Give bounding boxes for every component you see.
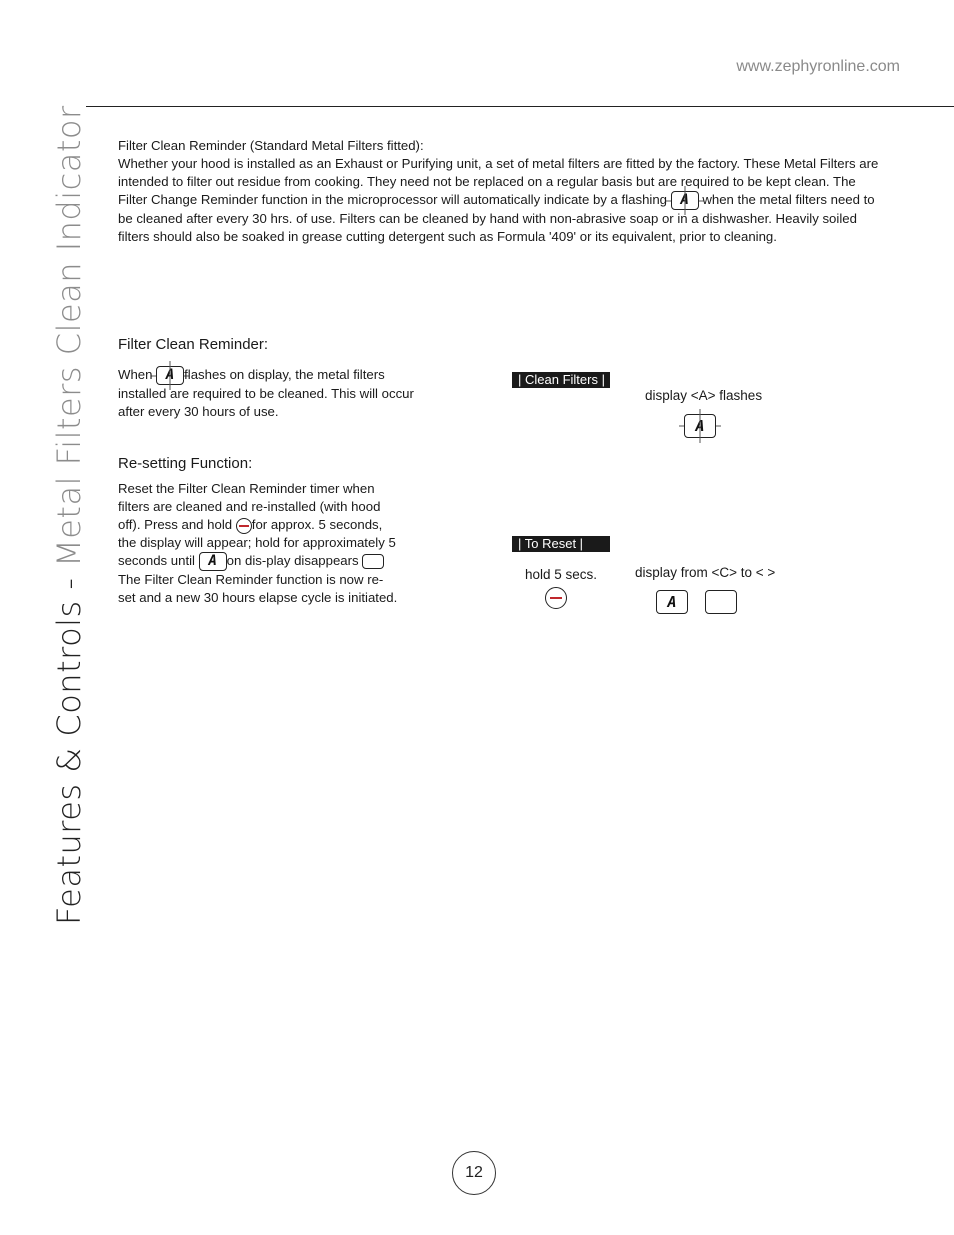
website-url: www.zephyronline.com — [736, 58, 900, 75]
display-char: A — [695, 417, 705, 435]
flashing-a-display-icon — [156, 366, 184, 385]
hold-caption: hold 5 secs. — [525, 567, 598, 582]
intro-text-a: Whether your hood is installed as an Exhaust or Purifying unit, a set of metal filters are fitted by the factory. These Metal Filters are intended to filter out residue from cooking. They need not be replaced on a regular basis but are required to be kept clean. The Filter Change Reminder function in the microprocessor will automatically indicate by a flashing — [118, 156, 879, 207]
intro-title: Filter Clean Reminder (Standard Metal Filters fitted): — [118, 138, 424, 153]
display-char: A — [165, 367, 175, 384]
reset-text-c: on dis-play disappears — [226, 553, 359, 568]
reminder-heading: Filter Clean Reminder: — [118, 336, 269, 353]
side-title — [50, 105, 88, 925]
display-change-caption: display from <C> to < > — [635, 565, 776, 580]
blank-display-icon — [705, 590, 737, 614]
display-char: A — [680, 192, 689, 209]
to-reset-label: | To Reset | — [512, 536, 610, 552]
reset-text-d: The Filter Clean Reminder function is now re-set and a new 30 hours elapse cycle is initiated. — [118, 572, 398, 606]
a-display-icon — [656, 590, 688, 614]
display-char: A — [667, 593, 677, 611]
side-title-topic: Metal Filters Clean Indicator — [50, 105, 88, 567]
intro-text-b: when the metal filters need to be cleaned after every 30 hrs. of use. Filters can be cleaned by hand with non-abrasive soap or in a dishwasher. Heavily soiled filters should also be soaked in grease cutting detergent such as Formula '409' or its equivalent, prior to cleaning. — [118, 192, 875, 245]
page-number: 12 — [452, 1151, 496, 1195]
reminder-when: When — [118, 367, 153, 382]
reminder-text: flashes on display, the metal filters installed are required to be cleaned. This will occur after every 30 hours of use. — [118, 367, 414, 420]
reset-paragraph — [118, 480, 398, 607]
display-char: A — [208, 553, 217, 570]
flashing-a-display-icon — [684, 414, 716, 438]
flashing-a-display-icon — [671, 191, 699, 210]
reminder-paragraph — [118, 366, 418, 421]
minus-button-icon — [545, 587, 567, 609]
display-flashes-caption: display <A> flashes — [645, 388, 763, 403]
blank-display-icon — [362, 554, 384, 569]
a-display-icon — [199, 552, 227, 571]
reset-text-a: Reset the Filter Clean Reminder timer when filters are cleaned and re-installed (with hood off). Press and hold — [118, 481, 381, 532]
minus-button-icon — [236, 518, 252, 534]
intro-paragraph — [118, 137, 888, 246]
clean-filters-label: | Clean Filters | — [512, 372, 610, 388]
side-title-section: Features & Controls - — [50, 566, 88, 925]
reset-text-b: for approx. 5 seconds, the display will appear; hold for approximately 5 seconds until — [118, 517, 396, 568]
reset-heading: Re-setting Function: — [118, 455, 253, 472]
header-rule — [86, 106, 954, 107]
